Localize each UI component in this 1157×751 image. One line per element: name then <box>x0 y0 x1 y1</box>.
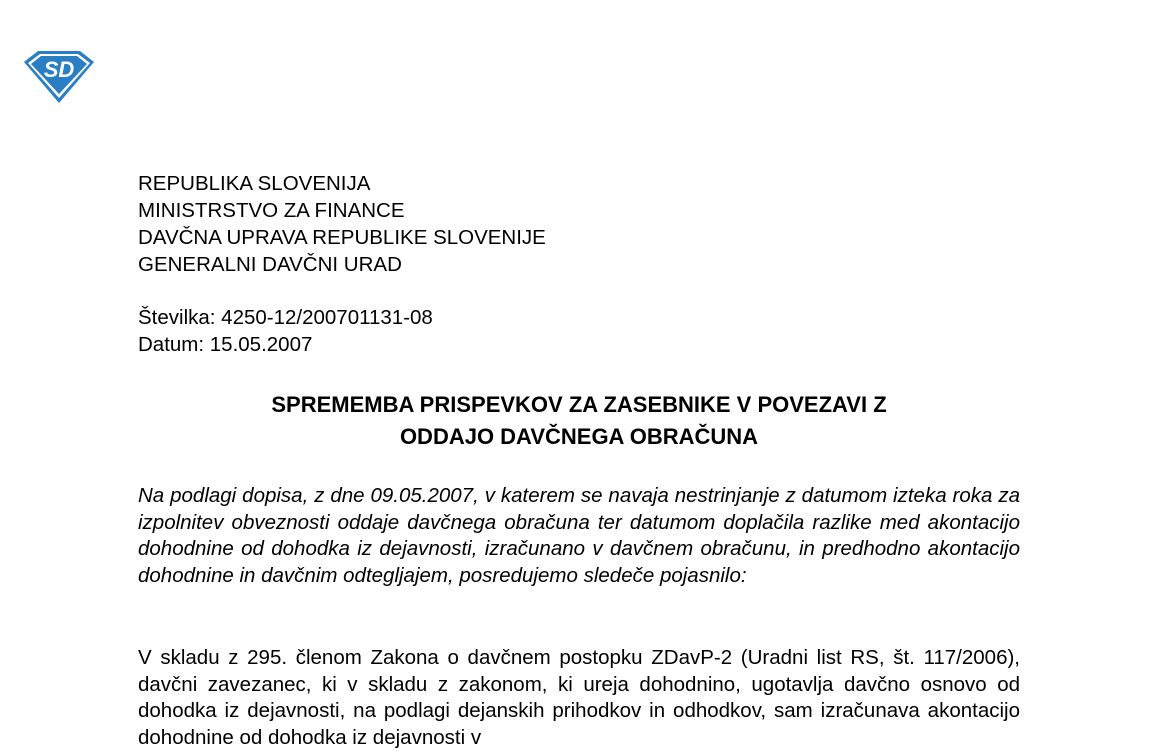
intro-paragraph: Na podlagi dopisa, z dne 09.05.2007, v katerem se navaja nestrinjanje z datumom izteka roka za izpolnitev obveznosti oddaje davčnega obračuna ter datumom doplačila razlike med akontacijo dohodnine od dohodka iz dejavnosti, izračunano v davčnem obračunu, in predhodno akontacijo dohodnine in davčnim odtegljajem, posredujemo sledeče pojasnilo: <box>138 484 1020 587</box>
document-title <box>138 389 1020 453</box>
institution-header <box>138 170 546 278</box>
document-date: Datum: 15.05.2007 <box>138 333 313 356</box>
document-number: Številka: 4250-12/200701131-08 <box>138 306 433 329</box>
header-line-tax-administration: DAVČNA UPRAVA REPUBLIKE SLOVENIJE <box>138 226 546 249</box>
logo <box>22 48 96 104</box>
body-paragraph: V skladu z 295. členom Zakona o davčnem postopku ZDavP-2 (Uradni list RS, št. 117/2006), davčni zavezanec, ki v skladu z zakonom, ki ureja dohodnino, ugotavlja davčno osnovo od dohodka iz dejavnosti, na podlagi dejanskih prihodkov in odhodkov, sam izračunava akontacijo dohodnine od dohodka iz dejavnosti v <box>138 646 1020 749</box>
durs-logo-icon <box>22 48 96 104</box>
header-line-republic: REPUBLIKA SLOVENIJA <box>138 172 371 195</box>
header-line-office: GENERALNI DAVČNI URAD <box>138 253 402 276</box>
title-line-1: SPREMEMBA PRISPEVKOV ZA ZASEBNIKE V POVEZAVI Z <box>271 392 887 417</box>
document-reference <box>138 304 433 358</box>
svg-text:SD: SD <box>43 57 75 82</box>
header-line-ministry: MINISTRSTVO ZA FINANCE <box>138 199 405 222</box>
title-line-2: ODDAJO DAVČNEGA OBRAČUNA <box>399 424 759 449</box>
